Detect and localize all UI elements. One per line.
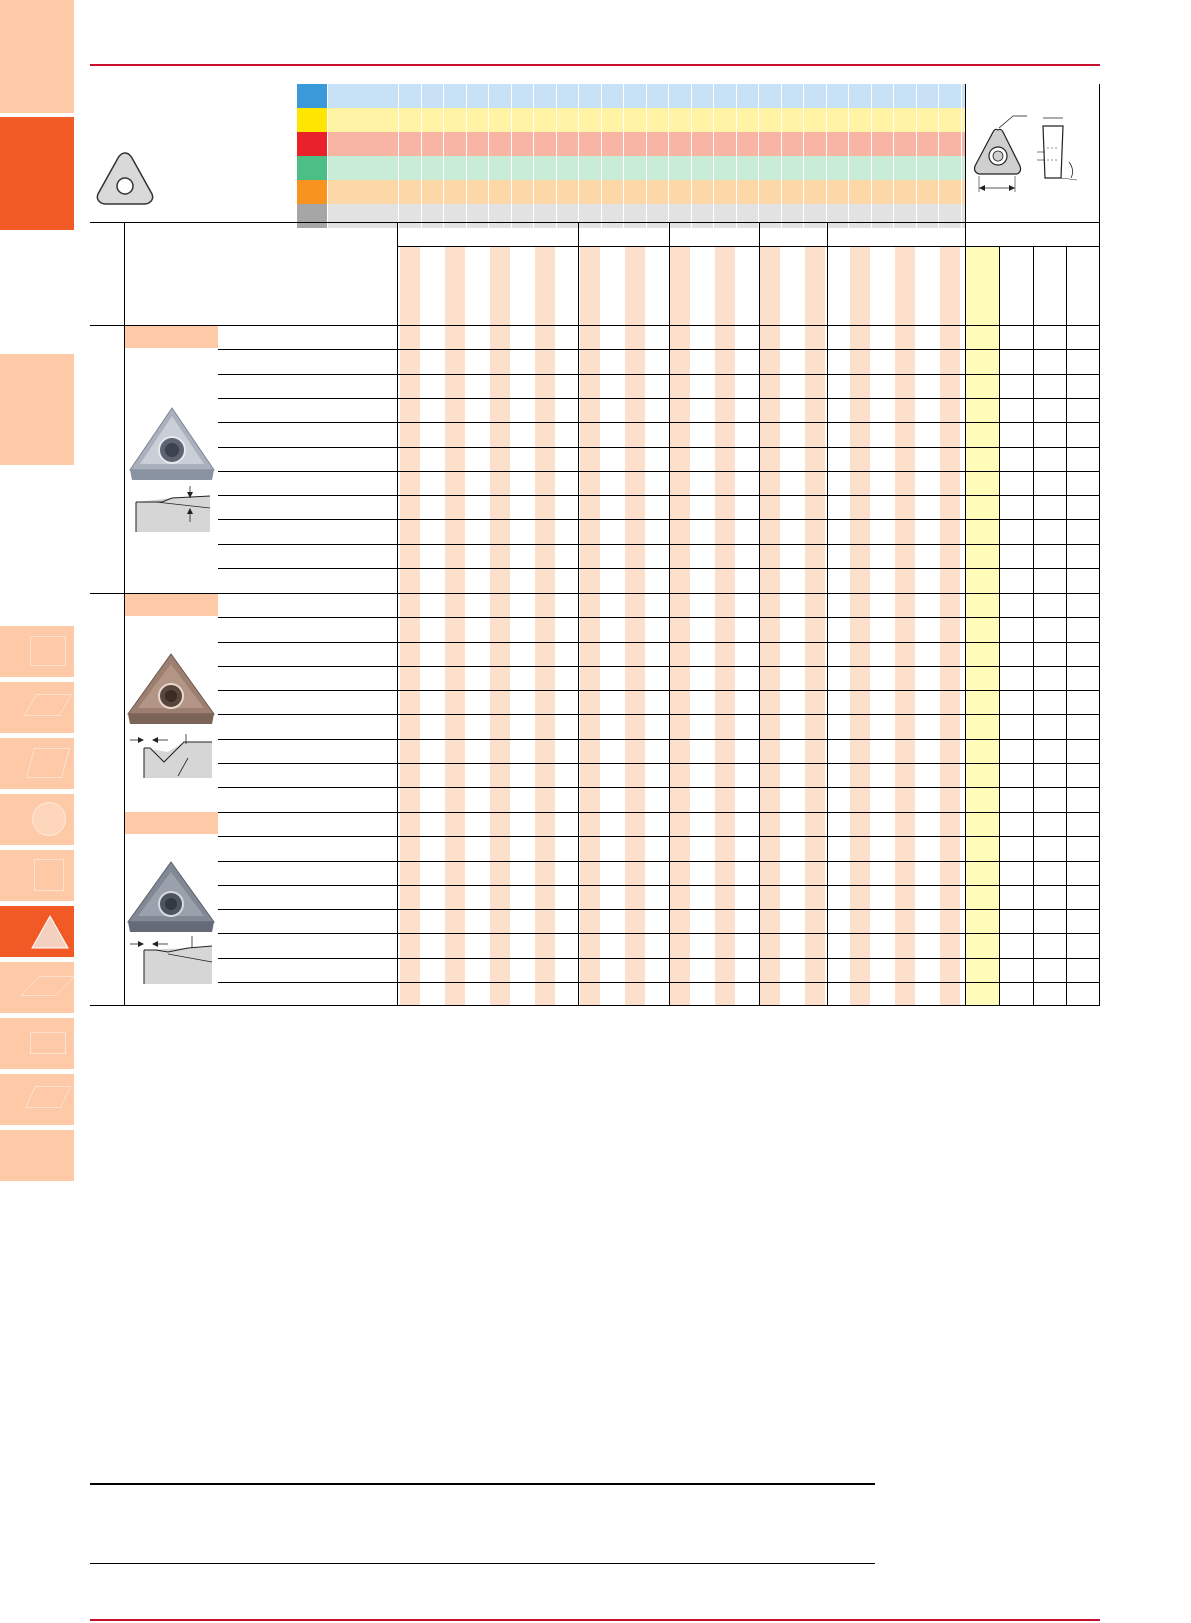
row-line: [218, 763, 1100, 764]
stripe-column: [535, 246, 555, 1005]
band-divider: [556, 84, 557, 228]
side-tab-trapezoid[interactable]: [0, 1018, 74, 1069]
iso-p-swatch: [297, 84, 327, 108]
group-separator: [90, 593, 1100, 594]
trapezoid-icon: [30, 1032, 66, 1054]
band-divider: [916, 84, 917, 228]
insert-photo-2: [124, 652, 218, 728]
triangle-icon: [30, 914, 70, 950]
highlight-column: [965, 246, 999, 1005]
side-tab-angled[interactable]: [0, 1074, 74, 1125]
footnote-rule-top: [90, 1483, 875, 1485]
rectangle-icon: [34, 859, 64, 891]
stripe-column: [490, 246, 510, 1005]
band-divider: [398, 84, 399, 228]
band-divider: [668, 84, 669, 228]
row-line: [218, 933, 1100, 934]
group-1-label-tab: [125, 326, 218, 348]
side-tab-parallelogram[interactable]: [0, 682, 74, 733]
stripe-column: [715, 246, 735, 1005]
group-2-label-tab: [125, 594, 218, 616]
v-col-section: [578, 222, 579, 1005]
triangle-insert-icon: [92, 148, 158, 208]
row-line: [218, 909, 1100, 910]
stripe-column: [895, 246, 915, 1005]
row-line: [218, 374, 1100, 375]
band-divider: [691, 84, 692, 228]
row-line: [218, 690, 1100, 691]
row-line: [218, 836, 1100, 837]
v-col-right-edge: [1099, 84, 1100, 1005]
header-subline: [398, 246, 1100, 247]
band-divider: [623, 84, 624, 228]
row-line: [218, 568, 1100, 569]
v-col-section: [759, 222, 760, 1005]
chipbreaker-profile-3: [128, 934, 216, 986]
angled-shape-icon: [25, 1086, 71, 1108]
band-divider: [848, 84, 849, 228]
round-icon: [32, 802, 66, 836]
iso-k-swatch: [297, 132, 327, 156]
row-line: [218, 666, 1100, 667]
table-bottom-line: [90, 1005, 1100, 1006]
row-line: [218, 471, 1100, 472]
iso-h-swatch: [297, 204, 327, 228]
stripe-column: [580, 246, 600, 1005]
v-col-section: [827, 222, 828, 1005]
band-divider: [488, 84, 489, 228]
band-divider: [736, 84, 737, 228]
band-divider: [938, 84, 939, 228]
rhombus-icon: [26, 748, 70, 778]
row-line: [218, 447, 1100, 448]
band-divider: [803, 84, 804, 228]
row-line: [218, 958, 1100, 959]
band-divider: [578, 84, 579, 228]
band-divider: [961, 84, 962, 228]
band-divider: [421, 84, 422, 228]
row-line: [218, 861, 1100, 862]
row-line: [218, 714, 1100, 715]
row-line: [218, 885, 1100, 886]
side-tab-bottom[interactable]: [0, 1130, 74, 1181]
side-tab-triangle[interactable]: [0, 906, 74, 957]
band-divider: [826, 84, 827, 228]
square-icon: [30, 636, 66, 666]
stripe-column: [445, 246, 465, 1005]
band-divider: [533, 84, 534, 228]
footnote-rule-bottom: [90, 1563, 875, 1564]
side-tab-round[interactable]: [0, 794, 74, 845]
row-line: [218, 617, 1100, 618]
group-separator: [125, 812, 1100, 813]
band-divider: [893, 84, 894, 228]
row-line: [218, 982, 1100, 983]
band-divider: [511, 84, 512, 228]
header-bottom-line: [90, 325, 1100, 326]
band-divider-left: [327, 84, 328, 228]
iso-n-swatch: [297, 156, 327, 180]
row-line: [218, 739, 1100, 740]
parallelogram-icon: [24, 694, 73, 716]
v-col-right-block: [965, 84, 966, 1005]
side-tab-mid[interactable]: [0, 354, 74, 465]
stripe-column: [850, 246, 870, 1005]
v-col-section: [669, 222, 670, 1005]
band-divider: [601, 84, 602, 228]
v-col-spec: [999, 246, 1000, 1005]
row-line: [218, 642, 1100, 643]
row-line: [218, 787, 1100, 788]
chipbreaker-profile-2: [128, 734, 216, 780]
row-line: [218, 544, 1100, 545]
side-tab-rhombus[interactable]: [0, 738, 74, 789]
band-divider: [781, 84, 782, 228]
table-top-line: [90, 222, 1100, 223]
side-tab-active-top[interactable]: [0, 117, 74, 230]
stripe-column: [400, 246, 420, 1005]
stripe-column: [940, 246, 960, 1005]
side-tab-thin-rhombus[interactable]: [0, 962, 74, 1013]
stripe-column: [670, 246, 690, 1005]
bottom-red-rule: [90, 1619, 1100, 1621]
thin-rhombus-icon: [20, 976, 76, 996]
band-divider: [466, 84, 467, 228]
insert-photo-3: [124, 860, 218, 936]
side-tab-top[interactable]: [0, 0, 74, 113]
group-3-label-tab: [125, 812, 218, 834]
band-divider: [758, 84, 759, 228]
v-col-spec: [1033, 246, 1034, 1005]
insert-dimension-diagram-icon: [965, 108, 1090, 208]
row-line: [218, 519, 1100, 520]
band-divider: [871, 84, 872, 228]
chipbreaker-profile-1: [132, 484, 212, 534]
insert-photo-1: [126, 404, 218, 484]
stripe-column: [760, 246, 780, 1005]
band-divider: [443, 84, 444, 228]
top-red-rule: [90, 64, 1100, 66]
side-tab-rectangle[interactable]: [0, 850, 74, 901]
row-line: [218, 398, 1100, 399]
stripe-column: [805, 246, 825, 1005]
band-divider: [646, 84, 647, 228]
iso-s-swatch: [297, 180, 327, 204]
side-tab-square[interactable]: [0, 626, 74, 677]
stripe-column: [625, 246, 645, 1005]
band-divider: [713, 84, 714, 228]
row-line: [218, 422, 1100, 423]
iso-m-swatch: [297, 108, 327, 132]
v-col-start: [397, 222, 398, 1005]
row-line: [218, 349, 1100, 350]
row-line: [218, 495, 1100, 496]
v-col-spec: [1066, 246, 1067, 1005]
